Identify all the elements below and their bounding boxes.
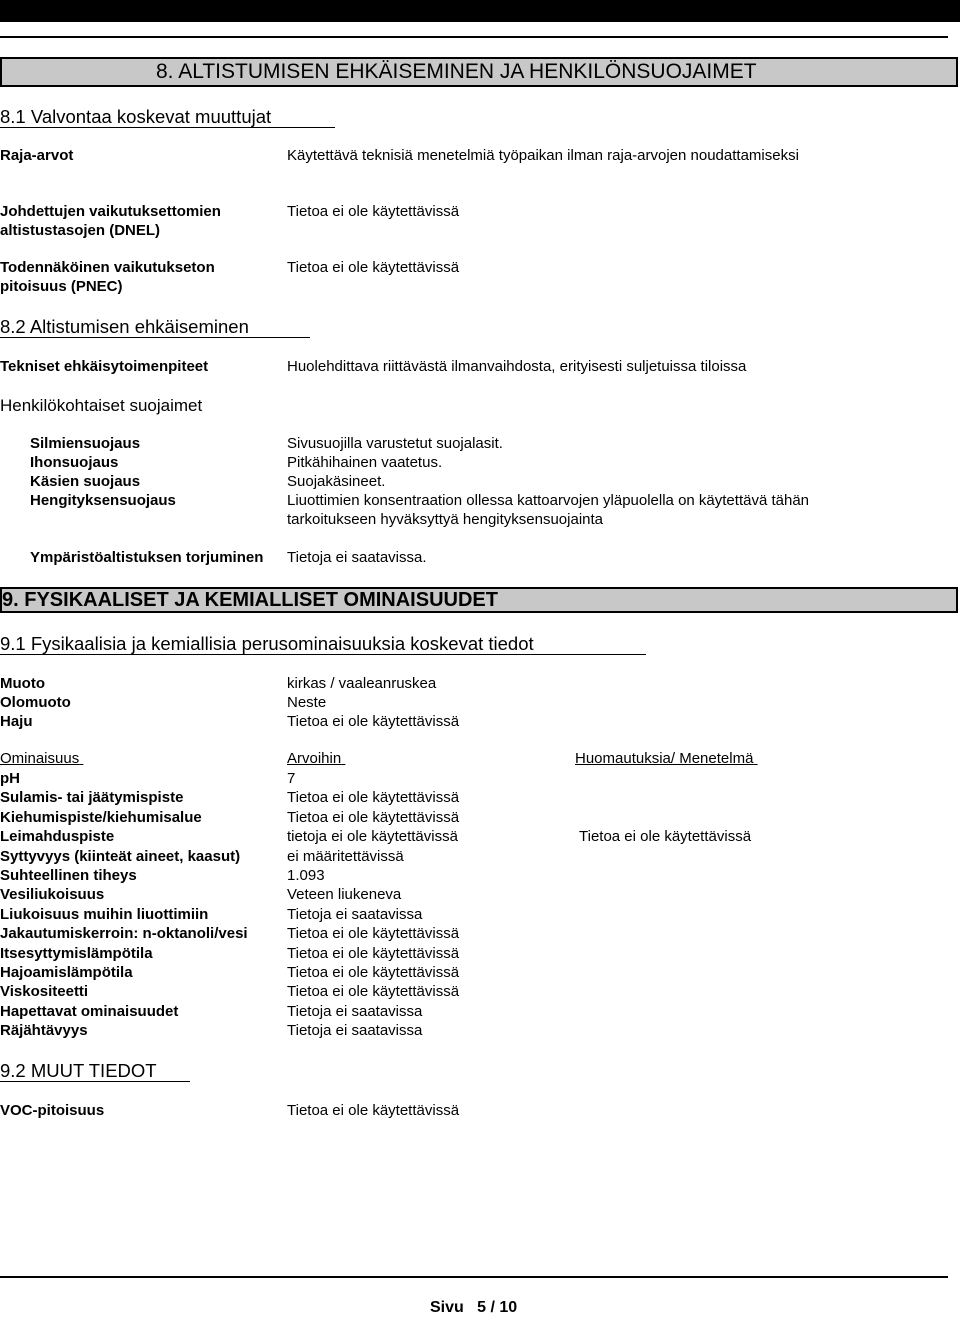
- section-8-title: 8. ALTISTUMISEN EHKÄISEMINEN JA HENKILÖNSUOJAIMET: [156, 60, 757, 83]
- basic-value-0: kirkas / vaaleanruskea: [287, 675, 437, 692]
- pnec-label: Todennäköinen vaikutukseton pitoisuus (PNEC): [0, 259, 215, 295]
- property-label: Viskositeetti: [0, 983, 89, 1000]
- property-value: Tietoa ei ole käytettävissä: [287, 983, 460, 1000]
- property-label: Kiehumispiste/kiehumisalue: [0, 809, 202, 826]
- property-remark: Tietoa ei ole käytettävissä: [579, 828, 752, 845]
- col-header-property: Ominaisuus: [0, 750, 80, 767]
- voc-value: Tietoa ei ole käytettävissä: [287, 1102, 460, 1119]
- tekniset-value: Huolehdittava riittävästä ilmanvaihdosta, erityisesti suljetuissa tiloissa: [287, 358, 747, 375]
- dnel-value: Tietoa ei ole käytettävissä: [287, 203, 460, 220]
- property-label: Räjähtävyys: [0, 1022, 88, 1039]
- raja-arvot-value: Käytettävä teknisiä menetelmiä työpaikan ilman raja-arvojen noudattamiseksi: [287, 147, 799, 164]
- property-value: Tietoja ei saatavissa: [287, 1022, 423, 1039]
- property-label: Itsesyttymislämpötila: [0, 945, 153, 962]
- header-rule: [0, 36, 948, 38]
- footer-page-number: 5 / 10: [477, 1299, 518, 1316]
- property-value: Tietoa ei ole käytettävissä: [287, 925, 460, 942]
- section-9-title: 9. FYSIKAALISET JA KEMIALLISET OMINAISUUDET: [2, 589, 498, 611]
- env-value: Tietoja ei saatavissa.: [287, 549, 427, 566]
- property-value: Tietoa ei ole käytettävissä: [287, 945, 460, 962]
- subsection-8-2-title: 8.2 Altistumisen ehkäiseminen: [0, 316, 249, 337]
- property-value: Tietoa ei ole käytettävissä: [287, 789, 460, 806]
- subsection-9-1-title: 9.1 Fysikaalisia ja kemiallisia perusominaisuuksia koskevat tiedot: [0, 633, 534, 654]
- subsection-9-2-underline: [0, 1081, 190, 1082]
- property-value: 7: [287, 770, 296, 787]
- raja-arvot-label: Raja-arvot: [0, 147, 74, 164]
- property-value: Tietoa ei ole käytettävissä: [287, 964, 460, 981]
- col-header-remarks: Huomautuksia/ Menetelmä: [575, 750, 754, 767]
- footer-rule: [0, 1276, 948, 1278]
- property-label: Sulamis- tai jäätymispiste: [0, 789, 184, 806]
- tekniset-label: Tekniset ehkäisytoimenpiteet: [0, 358, 209, 375]
- property-label: Syttyvyys (kiinteät aineet, kaasut): [0, 848, 241, 865]
- property-value: Tietoa ei ole käytettävissä: [287, 809, 460, 826]
- subsection-9-1-underline: [0, 654, 646, 655]
- subsection-8-1-underline: [0, 127, 335, 128]
- property-label: Leimahduspiste: [0, 828, 115, 845]
- footer-page: Sivu 5 / 10: [430, 1299, 518, 1316]
- env-label: Ympäristöaltistuksen torjuminen: [30, 549, 264, 566]
- ppe-hand-label: Käsien suojaus: [30, 473, 141, 490]
- property-label: Liukoisuus muihin liuottimiin: [0, 906, 209, 923]
- col-header-value: Arvoihin: [287, 750, 342, 767]
- property-label: Hajoamislämpötila: [0, 964, 133, 981]
- ppe-heading: Henkilökohtaiset suojaimet: [0, 396, 203, 415]
- voc-label: VOC-pitoisuus: [0, 1102, 105, 1119]
- basic-label-2: Haju: [0, 713, 33, 730]
- property-value: 1.093: [287, 867, 325, 884]
- basic-label-0: Muoto: [0, 675, 45, 692]
- property-value: Tietoja ei saatavissa: [287, 1003, 423, 1020]
- header-revision-date: 08-huhti-2014: [819, 1, 923, 18]
- property-label: Jakautumiskerroin: n-oktanoli/vesi: [0, 925, 248, 942]
- property-label: Vesiliukoisuus: [0, 886, 105, 903]
- header-revision: Muutettu viimeksi 08-huhti-2014: [680, 1, 923, 18]
- property-value: ei määritettävissä: [287, 848, 404, 865]
- basic-label-1: Olomuoto: [0, 694, 71, 711]
- property-value: tietoja ei ole käytettävissä: [287, 828, 458, 845]
- dnel-label: Johdettujen vaikutuksettomien altistustasojen (DNEL): [0, 203, 221, 239]
- header-product-name: Viljelyohjelma-kiinnite: [2, 1, 170, 18]
- subsection-9-2-title: 9.2 MUUT TIEDOT: [0, 1060, 157, 1081]
- subsection-8-2-underline: [0, 337, 310, 338]
- ppe-skin-label: Ihonsuojaus: [30, 454, 119, 471]
- property-label: pH: [0, 770, 20, 787]
- ppe-hand-value: Suojakäsineet.: [287, 473, 386, 490]
- property-value: Tietoja ei saatavissa: [287, 906, 423, 923]
- property-label: Hapettavat ominaisuudet: [0, 1003, 179, 1020]
- property-label: Suhteellinen tiheys: [0, 867, 137, 884]
- basic-value-2: Tietoa ei ole käytettävissä: [287, 713, 460, 730]
- subsection-8-1-title: 8.1 Valvontaa koskevat muuttujat: [0, 106, 272, 127]
- ppe-skin-value: Pitkähihainen vaatetus.: [287, 454, 443, 471]
- ppe-respiratory-value: Liuottimien konsentraation ollessa kattoarvojen yläpuolella on käytettävä tähän tarkoitukseen hyväksyttyä hengityksensuojainta: [287, 492, 809, 528]
- ppe-respiratory-label: Hengityksensuojaus: [30, 492, 176, 509]
- ppe-eye-label: Silmiensuojaus: [30, 435, 141, 452]
- pnec-value: Tietoa ei ole käytettävissä: [287, 259, 460, 276]
- basic-value-1: Neste: [287, 694, 327, 711]
- property-value: Veteen liukeneva: [287, 886, 402, 903]
- ppe-eye-value: Sivusuojilla varustetut suojalasit.: [287, 435, 503, 452]
